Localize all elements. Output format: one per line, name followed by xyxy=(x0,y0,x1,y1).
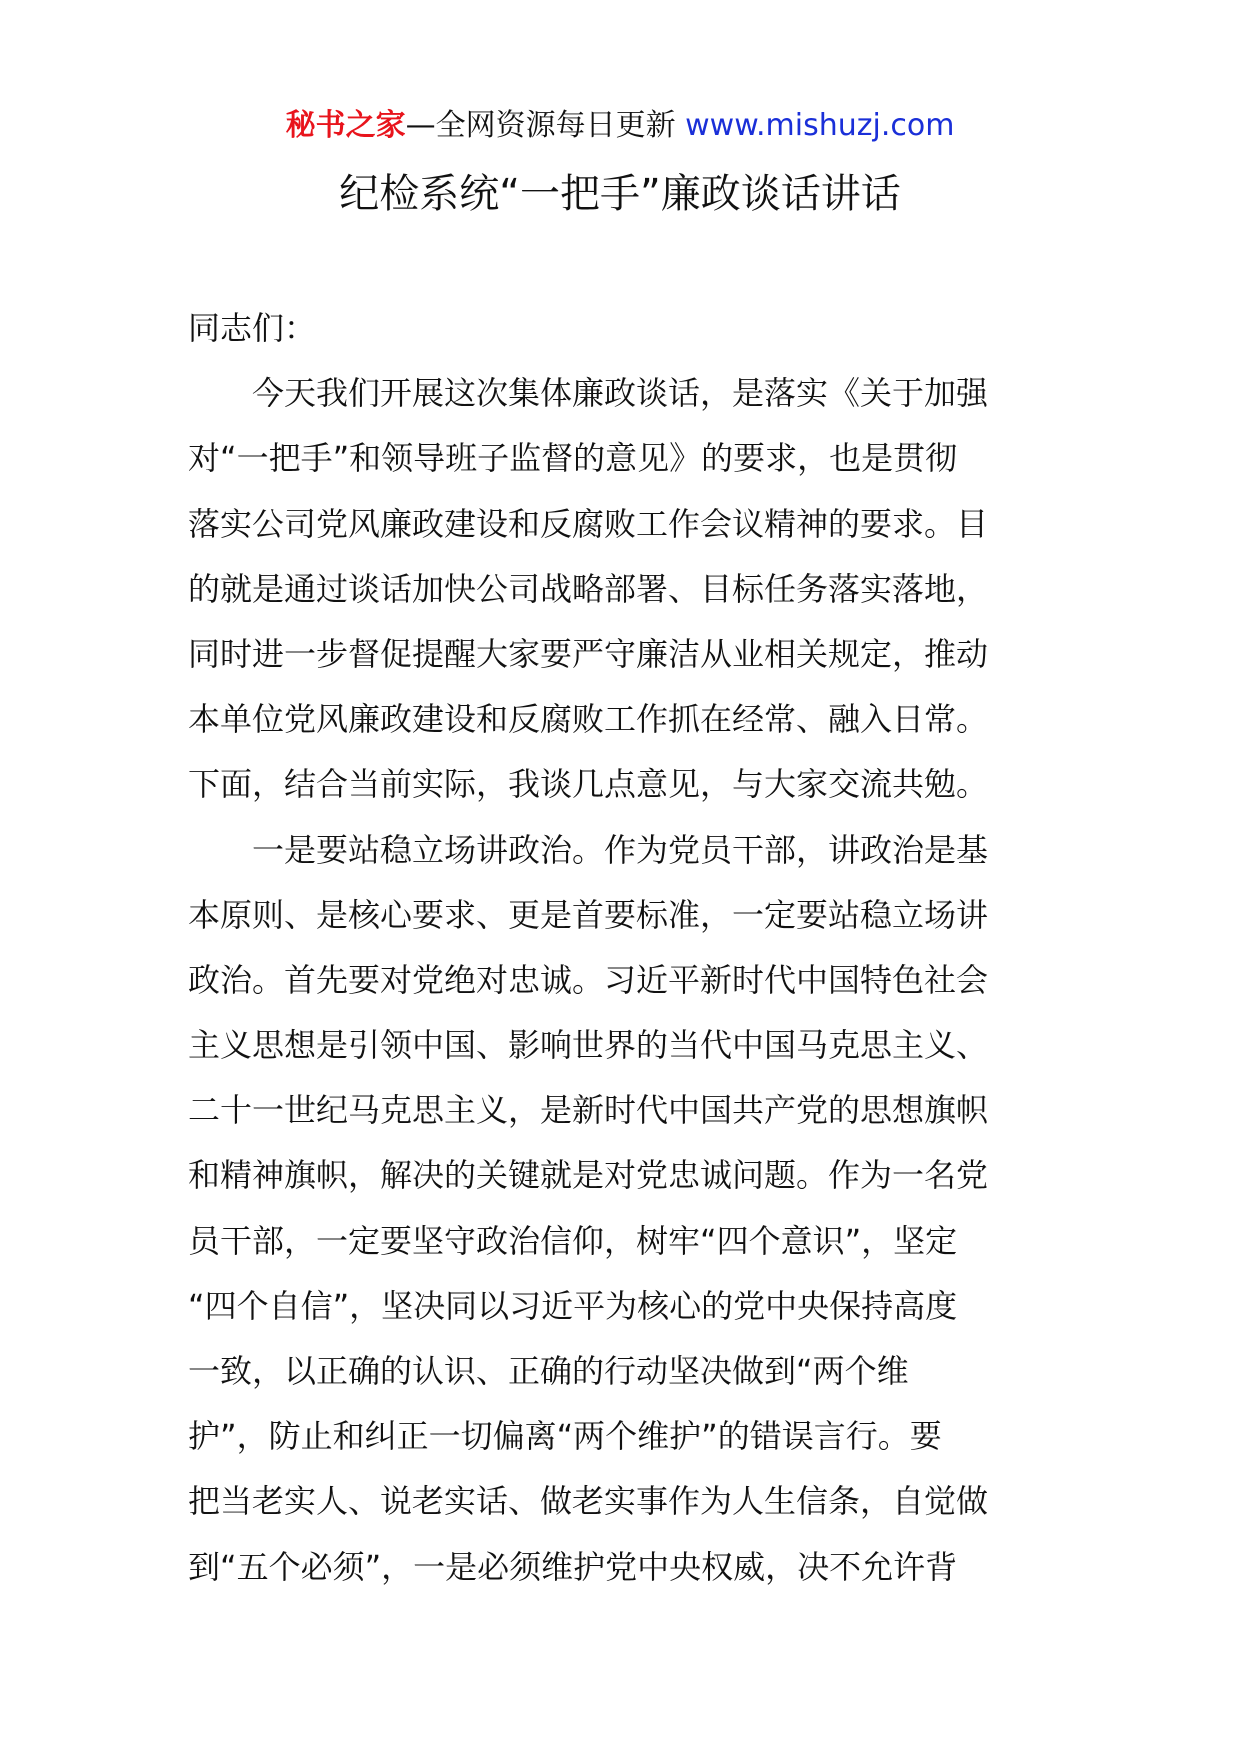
body-line: 的就是通过谈话加快公司战略部署、目标任务落实落地， xyxy=(188,569,989,608)
body-line: 一是要站稳立场讲政治。作为党员干部，讲政治是基 xyxy=(252,830,989,869)
body-line: 本原则、是核心要求、更是首要标准，一定要站稳立场讲 xyxy=(188,895,989,934)
body-line: 本单位党风廉政建设和反腐败工作抓在经常、融入日常。 xyxy=(188,700,989,739)
banner-tagline: —全网资源每日更新 xyxy=(405,108,686,143)
body-line: 主义思想是引领中国、影响世界的当代中国马克思主义、 xyxy=(188,1026,989,1065)
body-line: 一致，以正确的认识、正确的行动坚决做到“两个维 xyxy=(188,1352,909,1390)
salutation: 同志们： xyxy=(188,309,317,347)
body-line: 把当老实人、说老实话、做老实事作为人生信条，自觉做 xyxy=(188,1482,989,1521)
site-banner xyxy=(0,104,1240,148)
body-line: 二十一世纪马克思主义，是新时代中国共产党的思想旗帜 xyxy=(188,1091,989,1130)
body-line: “四个自信”，坚决同以习近平为核心的党中央保持高度 xyxy=(188,1286,958,1325)
body-line: 今天我们开展这次集体廉政谈话，是落实《关于加强 xyxy=(252,374,989,413)
body-line: 对“一把手”和领导班子监督的意见》的要求，也是贯彻 xyxy=(188,439,958,478)
body-line: 政治。首先要对党绝对忠诚。习近平新时代中国特色社会 xyxy=(188,960,989,999)
document-body xyxy=(188,296,1058,1600)
body-line: 落实公司党风廉政建设和反腐败工作会议精神的要求。目 xyxy=(188,504,989,543)
body-line: 到“五个必须”，一是必须维护党中央权威，决不允许背 xyxy=(188,1547,958,1586)
body-line: 和精神旗帜，解决的关键就是对党忠诚问题。作为一名党 xyxy=(188,1156,989,1195)
body-line: 护”，防止和纠正一切偏离“两个维护”的错误言行。要 xyxy=(188,1417,942,1456)
body-line: 同时进一步督促提醒大家要严守廉洁从业相关规定，推动 xyxy=(188,634,989,673)
site-url-link[interactable]: www.mishuzj.com xyxy=(685,108,955,143)
body-line: 下面，结合当前实际，我谈几点意见，与大家交流共勉。 xyxy=(188,765,989,804)
body-line: 员干部，一定要坚守政治信仰，树牢“四个意识”，坚定 xyxy=(188,1221,958,1260)
brand-name: 秘书之家 xyxy=(285,108,406,143)
document-title: 纪检系统“一把手”廉政谈话讲话 xyxy=(339,171,901,217)
